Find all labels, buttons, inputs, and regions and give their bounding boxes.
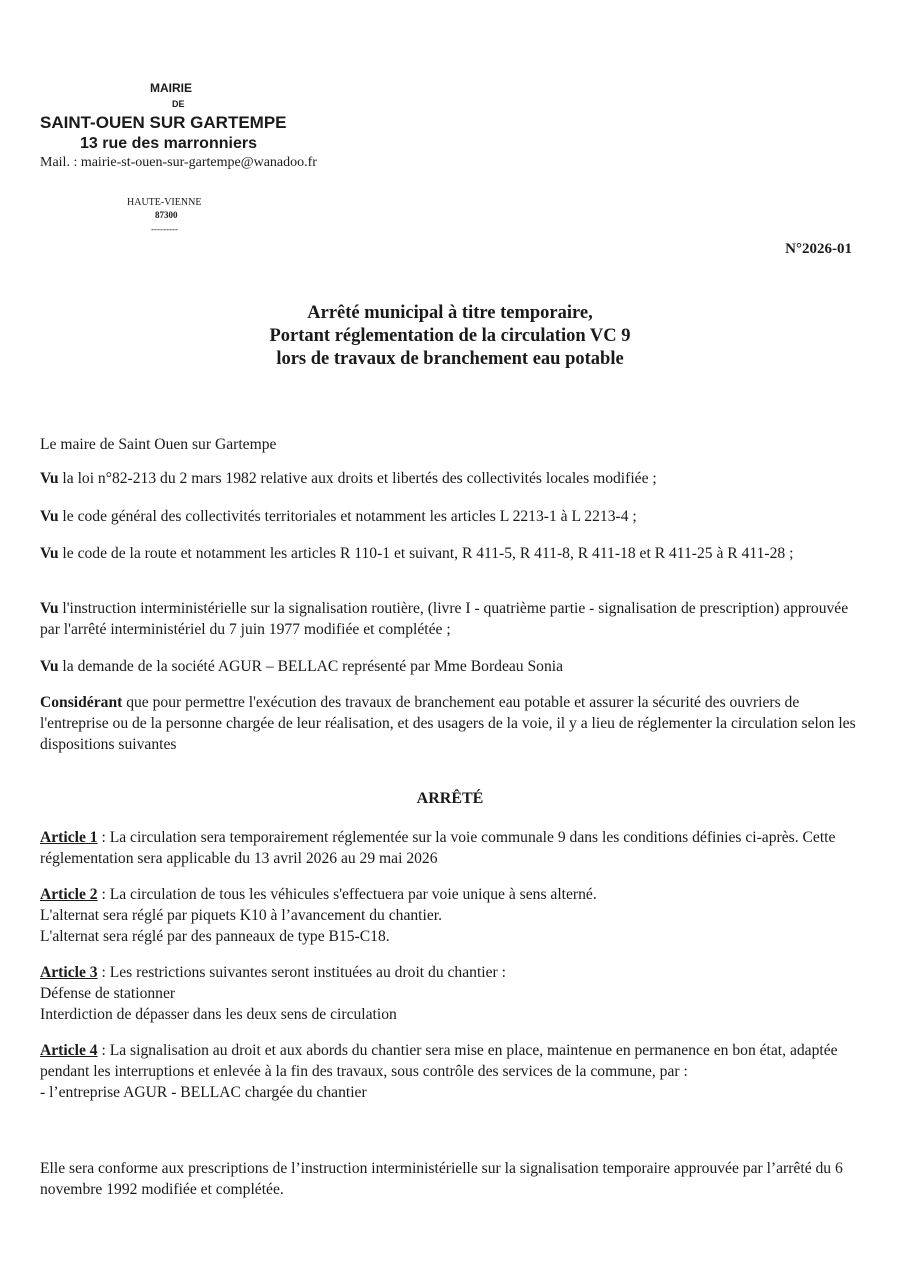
article-label: Article 3: [40, 964, 98, 981]
vu-text: la demande de la société AGUR – BELLAC représenté par Mme Bordeau Sonia: [58, 658, 563, 675]
vu-paragraph-2: [40, 506, 860, 527]
vu-label: Vu: [40, 658, 59, 675]
title-line-1: Arrêté municipal à titre temporaire,: [307, 303, 593, 323]
intro-text: Le maire de Saint Ouen sur Gartempe: [40, 436, 277, 453]
article-label: Article 2: [40, 886, 98, 903]
arrete-number: N°2026-01: [785, 241, 852, 257]
article-text: : La circulation sera temporairement réglementée sur la voie communale 9 dans les conditions définies ci-après. Cette réglementation sera applicable du 13 avril 2026 au 29 mai 2026: [40, 829, 836, 867]
article-text: : Les restrictions suivantes seront instituées au droit du chantier :: [97, 964, 506, 981]
header-address: 13 rue des marronniers: [80, 135, 257, 152]
vu-text: l'instruction interministérielle sur la signalisation routière, (livre I - quatrième partie - signalisation de prescription) approuvée par l'arrêté interministériel du 7 juin 1977 modifiée et complétée ;: [40, 600, 849, 638]
preamble-intro: [40, 434, 860, 455]
article-2: [40, 884, 860, 947]
considerant-label: Considérant: [40, 694, 123, 711]
vu-text: le code de la route et notamment les articles R 110-1 et suivant, R 411-5, R 411-8, R 411-18 et R 411-25 à R 411-28 ;: [58, 545, 794, 562]
vu-label: Vu: [40, 545, 59, 562]
considerant-text: que pour permettre l'exécution des travaux de branchement eau potable et assurer la sécurité des ouvriers de l'entreprise ou de la personne chargée de leur réalisation, et des usagers de la voie, il y a lieu de réglementer la circulation selon les dispositions suivantes: [40, 694, 856, 753]
header-commune: SAINT-OUEN SUR GARTEMPE: [40, 113, 287, 132]
header-mairie: MAIRIE: [150, 81, 192, 95]
article-4: [40, 1040, 860, 1103]
closing-paragraph: [40, 1158, 860, 1200]
article-label: Article 1: [40, 829, 98, 846]
vu-paragraph-5: [40, 656, 860, 677]
header-departement: HAUTE-VIENNE: [127, 197, 202, 208]
vu-label: Vu: [40, 600, 59, 617]
vu-paragraph-1: [40, 468, 860, 489]
header-de: DE: [172, 99, 185, 109]
article-line: Défense de stationner: [40, 985, 176, 1002]
title-line-3: lors de travaux de branchement eau potable: [276, 349, 624, 369]
article-1: [40, 827, 860, 869]
closing-text: Elle sera conforme aux prescriptions de l’instruction interministérielle sur la signalisation temporaire approuvée par l’arrêté du 6 novembre 1992 modifiée et complétée.: [40, 1160, 843, 1198]
vu-paragraph-3: [40, 543, 860, 564]
header-postal-code: 87300: [155, 210, 178, 220]
vu-paragraph-4: [40, 598, 860, 640]
document-title: [0, 302, 900, 371]
article-line: L'alternat sera réglé par piquets K10 à l’avancement du chantier.: [40, 907, 443, 924]
vu-text: la loi n°82-213 du 2 mars 1982 relative aux droits et libertés des collectivités locales modifiée ;: [58, 470, 657, 487]
vu-label: Vu: [40, 508, 59, 525]
article-text: : La circulation de tous les véhicules s'effectuera par voie unique à sens alterné.: [97, 886, 597, 903]
article-label: Article 4: [40, 1042, 98, 1059]
article-line: - l’entreprise AGUR - BELLAC chargée du chantier: [40, 1084, 367, 1101]
vu-text: le code général des collectivités territoriales et notamment les articles L 2213-1 à L 2213-4 ;: [58, 508, 637, 525]
vu-label: Vu: [40, 470, 59, 487]
considerant-paragraph: [40, 692, 860, 755]
title-line-2: Portant réglementation de la circulation VC 9: [269, 326, 631, 346]
header-separator: ---------: [151, 224, 178, 234]
article-line: Interdiction de dépasser dans les deux sens de circulation: [40, 1006, 397, 1023]
article-text: : La signalisation au droit et aux abords du chantier sera mise en place, maintenue en permanence en bon état, adaptée pendant les interruptions et enlevée à la fin des travaux, sous contrôle des services de la commune, par :: [40, 1042, 838, 1080]
article-3: [40, 962, 860, 1025]
header-mail: Mail. : mairie-st-ouen-sur-gartempe@wanadoo.fr: [40, 155, 317, 170]
article-line: L'alternat sera réglé par des panneaux de type B15-C18.: [40, 928, 390, 945]
arrete-heading: ARRÊTÉ: [416, 790, 484, 807]
